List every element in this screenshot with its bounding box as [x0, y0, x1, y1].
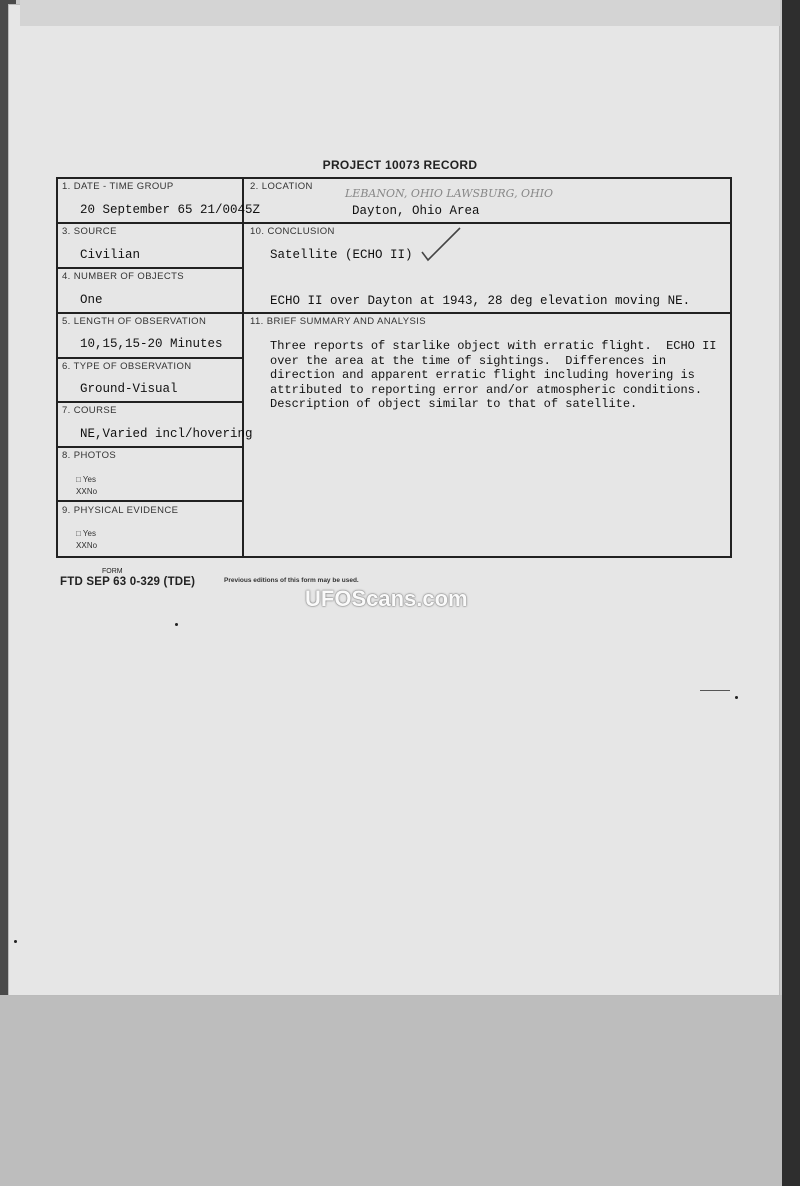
conclusion-note: ECHO II over Dayton at 1943, 28 deg elevation moving NE.: [270, 294, 691, 308]
checkbox-marked-icon: XX: [76, 541, 87, 551]
watermark: UFOScans.com: [305, 586, 468, 611]
row-divider: [56, 222, 732, 224]
photos-no-label: No: [86, 487, 98, 496]
form-word: FORM: [102, 568, 123, 575]
form-footer: [60, 566, 195, 588]
type-of-observation-label: 6. TYPE OF OBSERVATION: [62, 361, 192, 372]
checkbox-empty-icon: □: [76, 529, 81, 538]
form-title: PROJECT 10073 RECORD: [322, 158, 478, 172]
row-divider: [56, 446, 243, 448]
source-value: Civilian: [80, 248, 141, 262]
course-label: 7. COURSE: [62, 405, 117, 416]
photos-yes-label: Yes: [82, 475, 96, 484]
length-of-observation-value: 10,15,15-20 Minutes: [80, 337, 223, 351]
physical-evidence-yes-label: Yes: [82, 529, 96, 538]
form-id: FTD SEP 63 0-329 (TDE): [60, 576, 196, 588]
photos-no-option: [76, 487, 97, 497]
location-value: Dayton, Ohio Area: [352, 204, 480, 218]
check-mark-icon: [418, 226, 464, 266]
scan-speck: [175, 623, 178, 626]
footer-note: Previous editions of this form may be used.: [224, 577, 359, 584]
summary-label: 11. BRIEF SUMMARY AND ANALYSIS: [250, 316, 427, 327]
summary-text: Three reports of starlike object with erratic flight. ECHO II over the area at the time of sightings. Differences in direction and apparent erratic flight including hovering is attributed to reporting error and/or atmospheric conditions. Description of object similar to that of satellite.: [270, 339, 717, 411]
course-value: NE,Varied incl/hovering: [80, 427, 253, 441]
checkbox-marked-icon: XX: [76, 487, 87, 497]
underlying-page: [0, 995, 782, 1186]
number-of-objects-label: 4. NUMBER OF OBJECTS: [62, 271, 185, 282]
photos-yes-option: [76, 475, 96, 484]
conclusion-label: 10. CONCLUSION: [250, 226, 335, 237]
row-divider: [56, 267, 243, 269]
row-divider: [56, 500, 243, 502]
scan-speck: [700, 690, 730, 691]
row-divider: [56, 312, 732, 314]
physical-evidence-no-option: [76, 541, 97, 551]
photos-label: 8. PHOTOS: [62, 450, 117, 461]
row-divider: [56, 401, 243, 403]
checkbox-empty-icon: □: [76, 475, 81, 484]
date-time-label: 1. DATE - TIME GROUP: [62, 181, 174, 192]
type-of-observation-value: Ground-Visual: [80, 382, 178, 396]
scan-speck: [735, 696, 738, 699]
scan-edge-right: [782, 0, 800, 1186]
physical-evidence-yes-option: [76, 529, 96, 538]
physical-evidence-no-label: No: [86, 541, 98, 550]
length-of-observation-label: 5. LENGTH OF OBSERVATION: [62, 316, 207, 327]
source-label: 3. SOURCE: [62, 226, 117, 237]
scan-speck: [14, 940, 17, 943]
location-label: 2. LOCATION: [250, 181, 313, 192]
number-of-objects-value: One: [80, 293, 103, 307]
date-time-value: 20 September 65 21/0045Z: [80, 203, 261, 217]
conclusion-value: Satellite (ECHO II): [270, 248, 413, 262]
row-divider: [56, 357, 243, 359]
physical-evidence-label: 9. PHYSICAL EVIDENCE: [62, 505, 179, 516]
top-strip: [20, 0, 780, 26]
location-handwritten: LEBANON, OHIO LAWSBURG, OHIO: [345, 187, 554, 200]
